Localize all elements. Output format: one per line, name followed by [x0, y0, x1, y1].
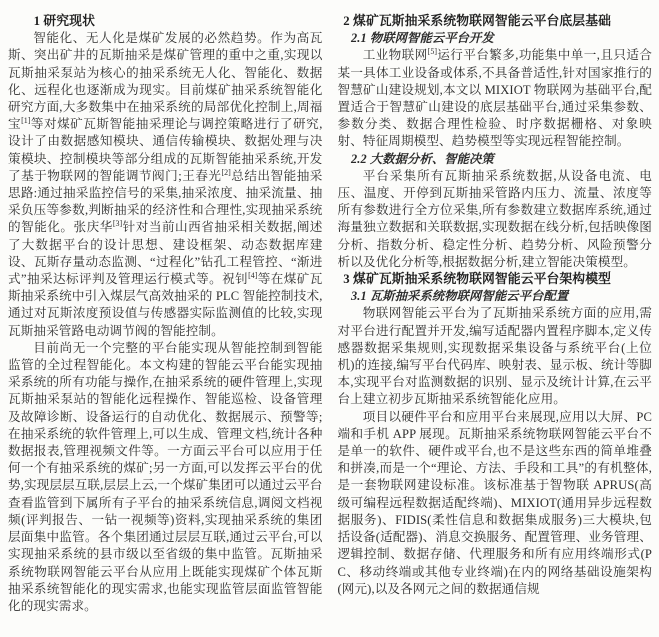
section-1-paragraph-2: 目前尚无一个完整的平台能实现从智能控制到智能监管的全过程智能化。本文构建的智能云平台能实现抽采系统的所有功能与操作,在抽采系统的硬件管理上,实现瓦斯抽采泵站的智能化远程操作、智能巡检、设备管理及故障诊断、设备运行的自动优化、数据展示、预警等;在抽采系统的软件管理上,可以生成、管理文档,统计各种数据报表,管理视频文件等。一方面云平台可以应用于任何一个有抽采系统的煤矿;另一方面,可以发挥云平台的优势,实现层层互联,层层上云,一个煤矿集团可以通过云平台查看监管到下属所有子平台的抽采系统信息,调阅文档视频(评判报告、一钻一视频等)资料,实现抽采系统的集团层面集中监管。各个集团通过层层互联,通过云平台,可以实现抽采系统的县市级以至省级的集中监管。瓦斯抽采系统物联网智能云平台从应用上既能实现煤矿个体瓦斯抽采系统智能化的现实需求,也能实现监管层面监管智能化的现实需求。 [8, 340, 323, 613]
section-2-2-heading: 2.2 大数据分析、智能决策 [351, 151, 494, 166]
citation-ref-2: [2] [221, 167, 231, 177]
section-3-1-paragraph-2: 项目以硬件平台和应用平台来展现,应用以大屏、PC 端和手机 APP 展现。瓦斯抽采系统物联网智能云平台不是单一的软件、硬件或平台,也不是这些东西的简单堆叠和拼凑,而是一个“理论、方法、手段和工具”的有机整体,是一套物联网建设标准。该标准基于智物联 APRUS(高级可编程远程数据适配终端)、MIXIOT(通用异步远程数据服务)、FIDIS(柔性信息和数据集成服务)三大模块,包括设备(适配器)、消息交换服务、配置管理、业务管理、逻辑控制、数据存储、代理服务和所有应用终端形式(PC、移动终端或其他专业终端)在内的网络基础设施架构(网元),以及各网元之间的数据通信规 [337, 409, 652, 596]
citation-ref-5: [5] [427, 47, 437, 57]
paragraph-text: 智能化、无人化是煤矿发展的必然趋势。作为高瓦斯、突出矿井的瓦斯抽采是煤矿管理的重中之重,实现以瓦斯抽采泵站为核心的抽采系统无人化、智能化、数据化、远程化也逐渐成为现实。目前煤矿抽采系统智能化研究方面,大多数集中在抽采系统的局部优化控制上,周福宝 [8, 31, 323, 132]
paragraph-text: 运行平台繁多,功能集中单一,且只适合某一具体工业设备或体系,不具备普适性,针对国家推行的智慧矿山建设规划,本文以 MIXIOT 物联网为基础平台,配置适合于智慧矿山建设的底层基础平台,通过采集参数、参数分类、数据合理性检验、时序数据栅格、对象映射、特征周期模型、趋势模型等实现远程智能控制。 [337, 48, 653, 149]
paragraph-text: 工业物联网 [362, 48, 428, 63]
paragraph-text: 等对煤矿瓦斯智能抽采理论与调控策略进行了研究,设计了由数据感知模块、通信传输模块、数据处理与决策模块、控制模块等部分组成的瓦斯智能抽采系统,开发了基于物联网的智能调节阀门;王春光 [8, 117, 323, 183]
section-2-heading: 2 煤矿瓦斯抽采系统物联网智能云平台底层基础 [343, 14, 611, 28]
section-1-heading: 1 研究现状 [33, 14, 95, 28]
paragraph-text: 等在煤矿瓦斯抽采系统中引入煤层气高效抽采的 PLC 智能控制技术,通过对瓦斯浓度预设值与传感器实际监测值的比较,实现瓦斯抽采管路电动调节阀的智能控制。 [8, 272, 323, 338]
section-3-heading: 3 煤矿瓦斯抽采系统物联网智能云平台架构模型 [343, 272, 611, 287]
section-1-paragraph-1 [8, 30, 323, 340]
citation-ref-1: [1] [21, 116, 31, 126]
citation-ref-3: [3] [112, 219, 123, 229]
section-2-1-paragraph [338, 47, 653, 150]
section-2-1-heading: 2.1 物联网智能云平台开发 [351, 31, 494, 46]
right-column [338, 13, 653, 637]
section-3-1-heading: 3.1 瓦斯抽采系统物联网智能云平台配置 [351, 289, 569, 304]
paragraph-text: 总结出智能抽采思路:通过抽采监控信号的采集,抽采浓度、抽采流量、抽采负压等参数,判断抽采的经济性和合理性,实现抽采系统的智能化。张庆华 [8, 168, 323, 235]
section-2-2-paragraph: 平台采集所有瓦斯抽采系统数据,从设备电流、电压、温度、开停到瓦斯抽采管路内压力、流量、浓度等所有参数进行全方位采集,所有参数建立数据库系统,通过海量独立数据和关联数据,实现数据在线分析,包括映像图分析、指数分析、稳定性分析、趋势分析、风险预警分析以及优化分析等,根据数据分析,建立智能决策模型。 [337, 168, 652, 269]
section-3-1-paragraph-1: 物联网智能云平台为了瓦斯抽采系统方面的应用,需对平台进行配置并开发,编写适配器内置程序脚本,定义传感器数据采集规则,实现数据采集设备与系统平台(上位机)的连接,编写平台代码库、映射表、显示板、统计等脚本,实现平台对监测数据的识别、显示及统计计算,在云平台上建立初步瓦斯抽采系统智能化应用。 [337, 306, 652, 407]
paragraph-text: 针对当前山西省抽采相关数据,阐述了大数据平台的设计思想、建设框架、动态数据库建设、瓦斯存量动态监测、“过程化”钻孔工程管控、“渐进式”抽采达标评判及管理运行模式等。祝钊 [8, 220, 323, 287]
left-column [8, 13, 323, 637]
citation-ref-4: [4] [248, 270, 258, 280]
